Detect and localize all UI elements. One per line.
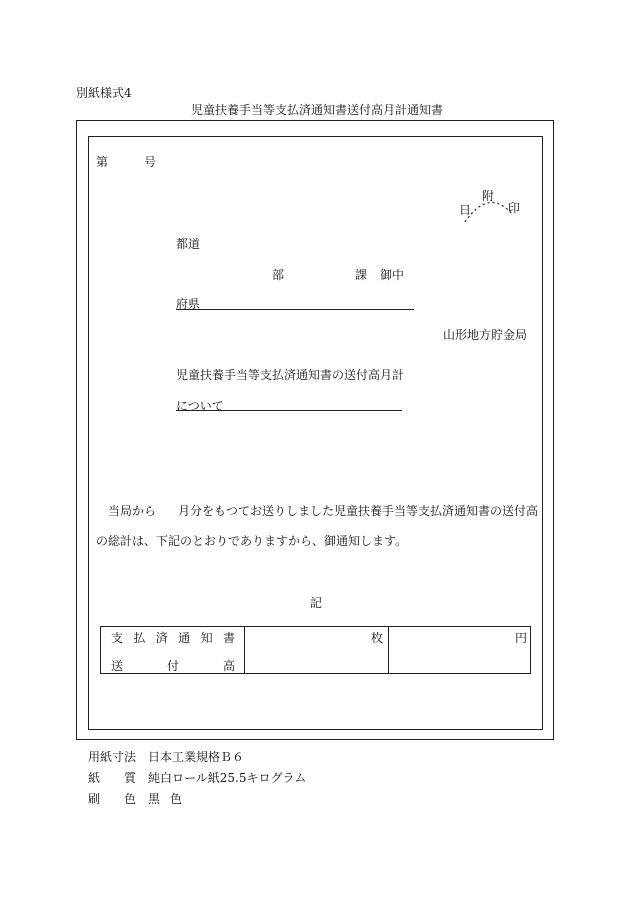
label-char: 払	[133, 631, 146, 645]
body-line-2: の総計は、下記のとおりでありますから、御通知します。	[96, 534, 408, 548]
doc-no-dai: 第	[96, 155, 109, 169]
paper-quality-label	[88, 769, 136, 786]
body-line-1a: 当局から	[108, 504, 157, 518]
label-char: 付	[166, 659, 179, 673]
official-seal	[455, 185, 525, 225]
seal-char-left: 日	[459, 203, 472, 217]
unit-count: 枚	[371, 631, 384, 645]
recipient-bu: 部	[272, 268, 285, 282]
label-char: 書	[222, 631, 235, 645]
recipient-onchu: 御中	[380, 268, 405, 282]
recipient-todo: 都道	[176, 237, 201, 251]
label-char: 色	[123, 792, 136, 806]
subject-underline	[176, 410, 402, 411]
recipient-fuken: 府県	[176, 297, 201, 311]
form-title: 児童扶養手当等支払済通知書送付高月計通知書	[191, 103, 444, 117]
seal-char-right: 印	[508, 201, 521, 215]
subject-line-1: 児童扶養手当等支払済通知書の送付高月計	[176, 368, 405, 382]
value-char: 黒	[148, 792, 161, 806]
paper-size-label: 用紙寸法	[88, 750, 137, 764]
print-color-value	[148, 790, 182, 807]
unit-yen: 円	[515, 631, 528, 645]
print-color-label	[88, 790, 136, 807]
doc-no-go: 号	[144, 155, 157, 169]
amount-table	[100, 626, 531, 674]
table-divider-2	[388, 627, 389, 673]
sender-name: 山形地方貯金局	[443, 328, 528, 342]
paper-size-value: 日本工業規格Ｂ６	[148, 750, 245, 764]
table-label-row-1	[111, 629, 235, 646]
label-char: 紙	[88, 771, 101, 785]
recipient-underline	[176, 309, 414, 310]
value-char: 色	[169, 792, 182, 806]
recipient-ka: 課	[355, 268, 368, 282]
form-number: 別紙様式4	[76, 86, 132, 100]
ki-heading: 記	[310, 596, 323, 610]
table-divider-1	[244, 627, 245, 673]
seal-char-top: 附	[482, 189, 495, 203]
label-char: 知	[200, 631, 213, 645]
label-char: 済	[155, 631, 168, 645]
subject-line-2: について	[176, 399, 224, 413]
paper-quality-value: 純白ロール紙25.5キログラム	[148, 771, 307, 785]
label-char: 質	[123, 771, 136, 785]
label-char: 送	[111, 659, 124, 673]
body-line-1b: 月分をもつてお送りしました児童扶養手当等支払済通知書の送付高	[178, 504, 539, 518]
label-char: 高	[222, 659, 235, 673]
label-char: 支	[111, 631, 124, 645]
label-char: 通	[178, 631, 191, 645]
label-char: 刷	[88, 792, 101, 806]
table-label-row-2	[111, 657, 235, 674]
